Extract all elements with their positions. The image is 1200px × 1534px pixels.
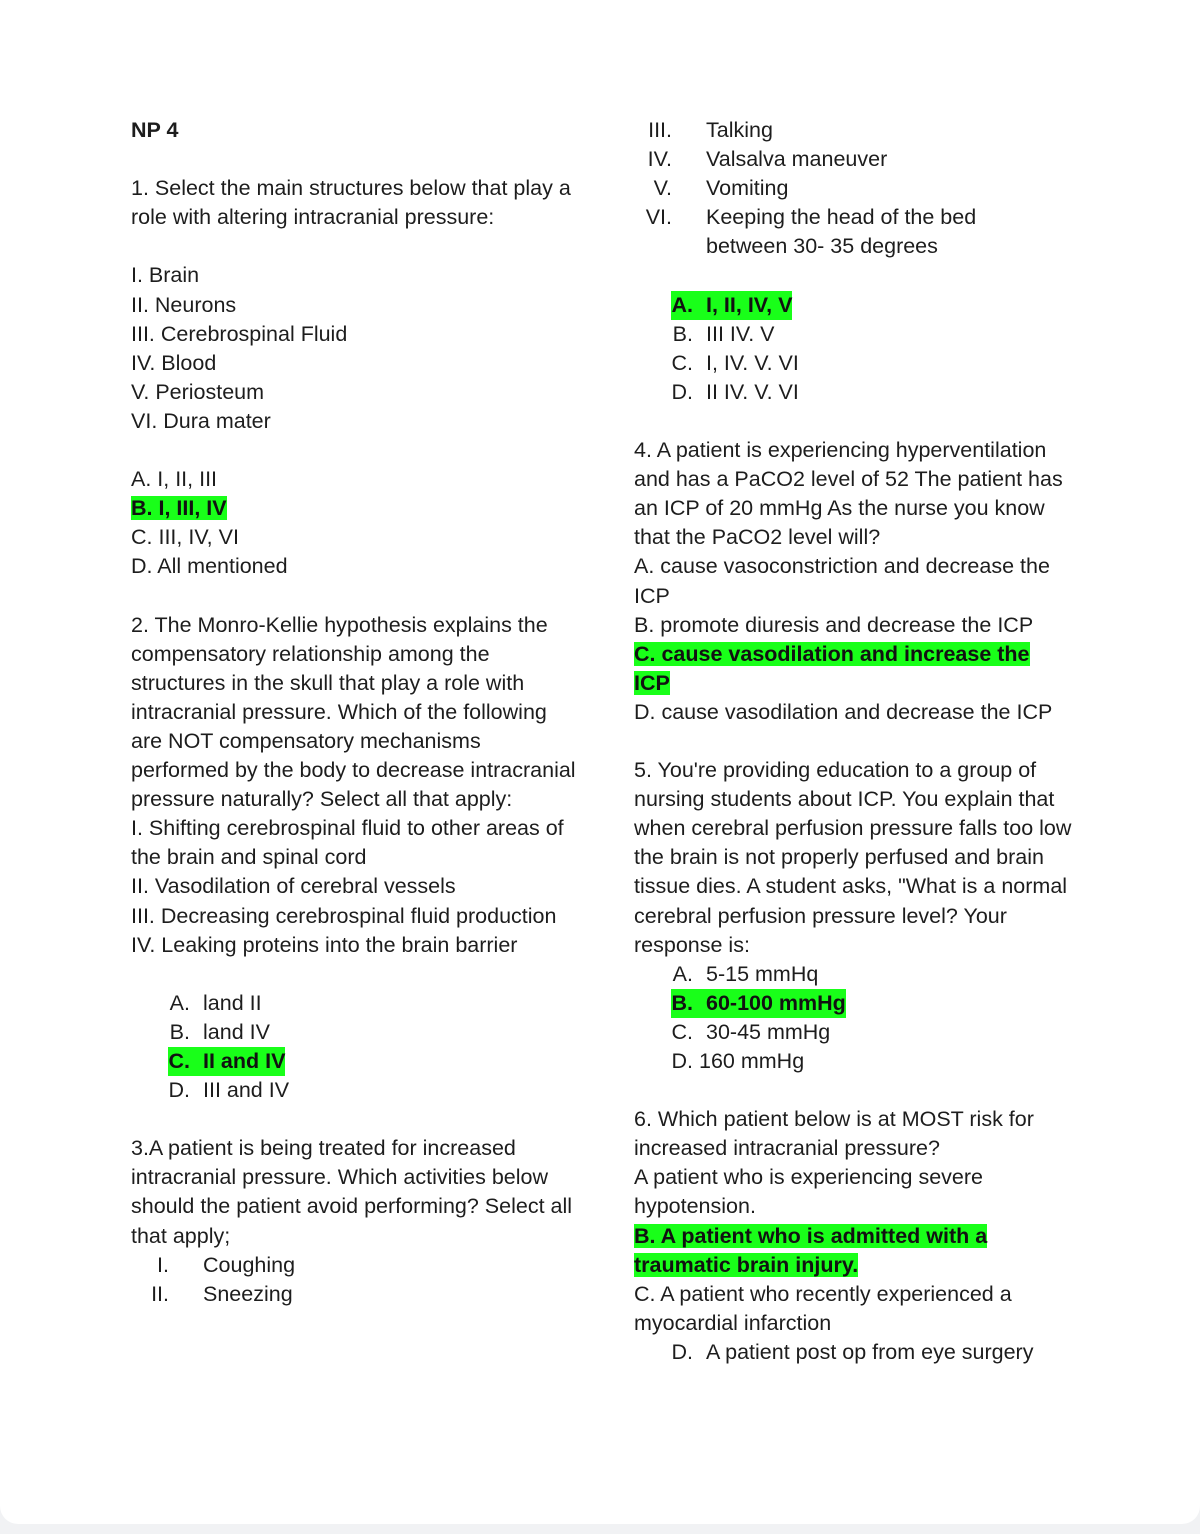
option-letter: D. [168, 1078, 190, 1103]
roman-numeral: IV. [647, 147, 672, 172]
option-text: I, IV. V. VI [706, 350, 799, 375]
item-text: Coughing [203, 1252, 296, 1277]
option-letter: C. [671, 1019, 693, 1044]
q5-option-d [634, 1047, 1084, 1076]
question-1-stem: 1. Select the main structures below that play a role with altering intracranial pressure: [131, 176, 571, 230]
q6-option-d [634, 1338, 1084, 1367]
option-letter: C. [168, 1049, 190, 1073]
q1-option-a: A. I, II, III [131, 467, 218, 492]
question-4-stem: 4. A patient is experiencing hyperventilation and has a PaCO2 level of 52 The patient has an ICP of 20 mmHg As the nurse you know that the PaCO2 level will? [634, 438, 1063, 550]
q3-option-b [634, 320, 1084, 349]
q6-option-b-highlighted-answer-line1: B. A patient who is admitted with a [634, 1223, 988, 1248]
option-text: 60-100 mmHg [706, 990, 846, 1015]
roman-numeral: II. [151, 1281, 169, 1306]
q5-option-a [634, 960, 1084, 989]
q4-option-d: D. cause vasodilation and decrease the ICP [634, 699, 1053, 724]
q5-option-b-highlighted-answer [634, 989, 1084, 1018]
right-column [634, 116, 1084, 1367]
q2-item: II. Vasodilation of cerebral vessels [131, 874, 456, 899]
q6-option-a: A patient who is experiencing severe hypotension. [634, 1165, 983, 1219]
q3-option-a-highlighted-answer [634, 291, 1084, 320]
option-letter: D. [671, 1049, 693, 1073]
item-text: Sneezing [203, 1281, 293, 1306]
roman-numeral: III. [648, 118, 672, 142]
question-2-stem: 2. The Monro-Kellie hypothesis explains the compensatory relationship among the structures in the skull that play a role with intracranial pressure. Which of the following are NOT compensatory mechanisms performed by the body to decrease intracranial pressure naturally? Select all that apply: [131, 612, 576, 812]
q1-item: III. Cerebrospinal Fluid [131, 321, 348, 346]
option-text: 30-45 mmHg [706, 1019, 831, 1044]
item-text: Talking [706, 118, 773, 142]
document-title: NP 4 [131, 118, 179, 142]
option-text: land II [203, 990, 262, 1015]
option-letter: A. [671, 292, 693, 317]
q3-item [131, 1280, 576, 1309]
q2-item: I. Shifting cerebrospinal fluid to other areas of the brain and spinal cord [131, 816, 564, 870]
q1-option-c: C. III, IV, VI [131, 525, 239, 550]
q4-option-a: A. cause vasoconstriction and decrease the ICP [634, 554, 1050, 608]
option-letter: D. [671, 1339, 693, 1364]
q1-item: II. Neurons [131, 292, 237, 317]
left-column [131, 116, 576, 1309]
q3-item [634, 116, 1084, 145]
option-text: 160 mmHg [699, 1049, 805, 1073]
question-3-stem: 3.A patient is being treated for increased intracranial pressure. Which activities below should the patient avoid performing? Select all that apply; [131, 1136, 573, 1248]
q3-item [131, 1251, 576, 1280]
item-text: Valsalva maneuver [706, 147, 888, 172]
option-text: I, II, IV, V [706, 292, 793, 317]
q1-item: I. Brain [131, 263, 200, 288]
q6-option-b-highlighted-answer-line2: traumatic brain injury. [634, 1252, 859, 1277]
roman-numeral: V. [653, 176, 672, 201]
q3-option-c [634, 349, 1084, 378]
option-text: land IV [203, 1019, 270, 1044]
q1-item: VI. Dura mater [131, 408, 271, 433]
roman-numeral: I. [157, 1252, 169, 1277]
q2-item: IV. Leaking proteins into the brain barrier [131, 932, 518, 957]
option-text: 5-15 mmHq [706, 961, 819, 986]
option-text: III IV. V [706, 321, 775, 346]
q1-item: V. Periosteum [131, 379, 265, 404]
item-text: Vomiting [706, 176, 789, 201]
q1-option-d: D. All mentioned [131, 554, 288, 579]
option-letter: B. [169, 1019, 190, 1044]
q5-option-c [634, 1018, 1084, 1047]
item-text: Keeping the head of the bed between 30- 35 degrees [706, 205, 977, 259]
option-text: II and IV [203, 1049, 286, 1073]
q2-option-c-highlighted-answer [131, 1047, 576, 1076]
q4-option-c-highlighted-answer: C. cause vasodilation and increase the ICP [634, 641, 1030, 695]
option-letter: A. [169, 990, 190, 1015]
option-letter: C. [671, 350, 693, 375]
option-letter: B. [672, 321, 693, 346]
q2-option-a [131, 989, 576, 1018]
q1-item: IV. Blood [131, 350, 217, 375]
option-text: II IV. V. VI [706, 379, 799, 404]
q4-option-b: B. promote diuresis and decrease the ICP [634, 612, 1034, 637]
q6-option-c: C. A patient who recently experienced a myocardial infarction [634, 1281, 1012, 1335]
option-text: III and IV [203, 1078, 290, 1103]
q3-item [634, 145, 1084, 174]
option-letter: B. [671, 990, 693, 1015]
q3-item [634, 174, 1084, 203]
q2-option-d [131, 1076, 576, 1105]
q3-option-d [634, 378, 1084, 407]
question-6-stem: 6. Which patient below is at MOST risk for increased intracranial pressure? [634, 1107, 1034, 1161]
q2-item: III. Decreasing cerebrospinal fluid production [131, 903, 557, 928]
question-5-stem: 5. You're providing education to a group of nursing students about ICP. You explain that when cerebral perfusion pressure falls too low the brain is not properly perfused and brain tissue dies. A student asks, "What is a normal cerebral perfusion pressure level? Your response is: [634, 758, 1072, 957]
option-letter: D. [671, 379, 693, 404]
q2-option-b [131, 1018, 576, 1047]
option-text: A patient post op from eye surgery [706, 1339, 1034, 1364]
q1-option-b-highlighted-answer: B. I, III, IV [131, 496, 227, 521]
q3-item [634, 203, 1084, 261]
roman-numeral: VI. [645, 205, 672, 230]
option-letter: A. [672, 961, 693, 986]
